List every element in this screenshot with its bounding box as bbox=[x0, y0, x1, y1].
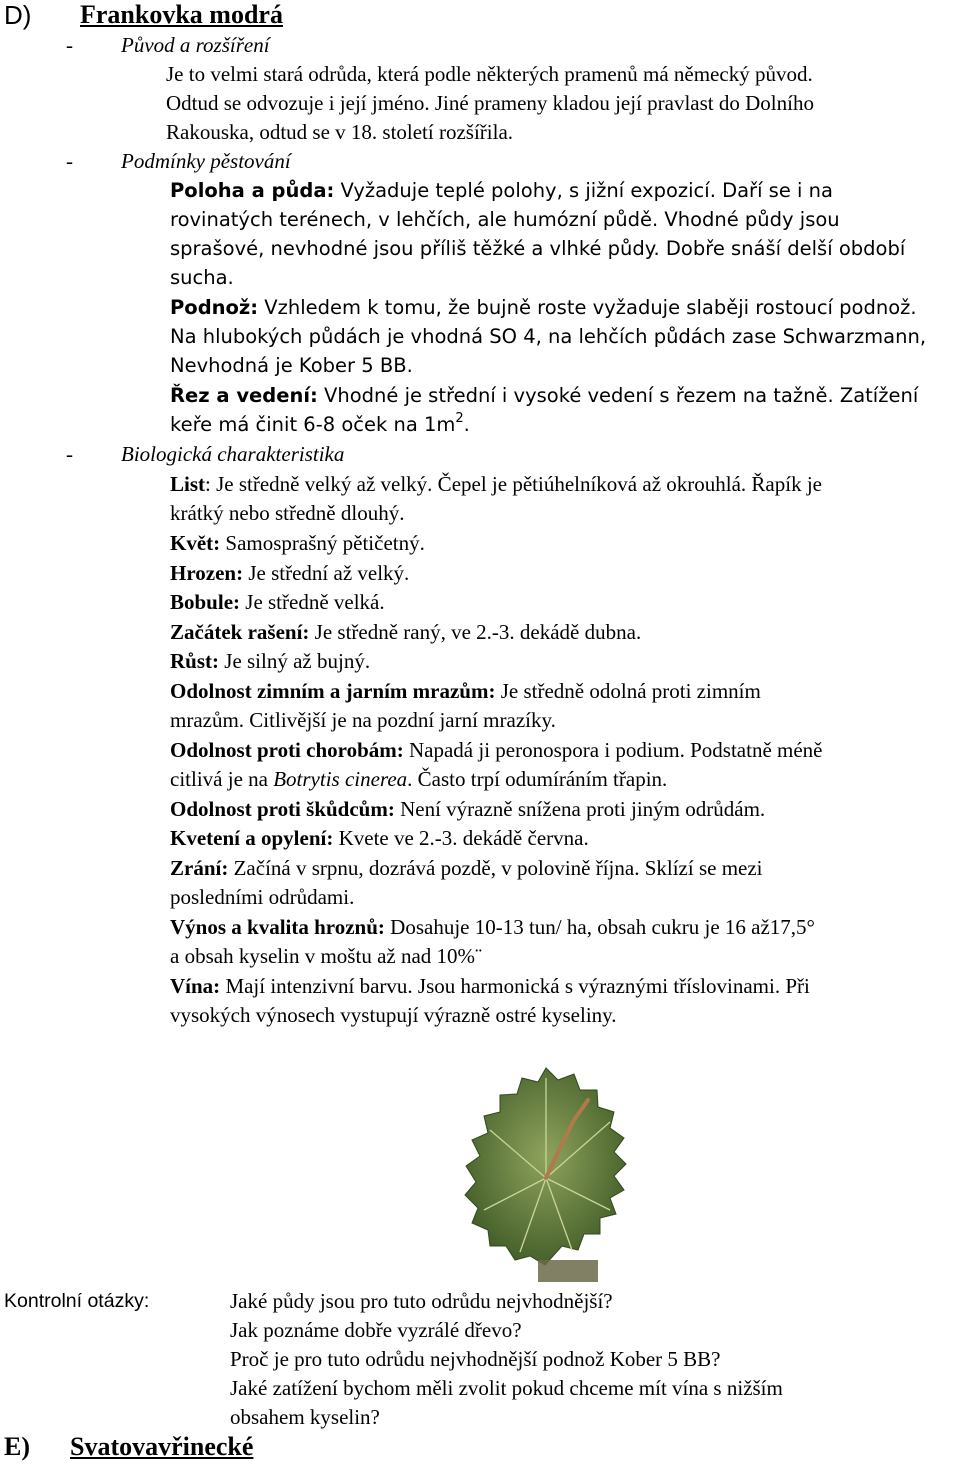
section-e-letter: E) bbox=[4, 1432, 30, 1461]
pruning-text-2-end: . bbox=[463, 413, 470, 436]
soil-line-2: rovinatých terénech, v lehčích, ale humózní půdě. Vhodné půdy jsou bbox=[170, 208, 840, 231]
origin-line-3: Rakouska, odtud se v 18. století rozšířila. bbox=[166, 120, 514, 144]
leaf-base-shadow bbox=[538, 1260, 598, 1282]
origin-line-2: Odtud se odvozuje i její jméno. Jiné prameny kladou její pravlast do Dolního bbox=[166, 91, 814, 115]
budbreak-line bbox=[170, 619, 641, 645]
leaf-text-1: : Je středně velký až velký. Čepel je pětiúhelníková až okrouhlá. Řapík je bbox=[205, 472, 822, 496]
section-d-letter: D) bbox=[4, 0, 32, 30]
origin-line-1: Je to velmi stará odrůda, která podle některých pramenů má německý původ. bbox=[166, 62, 813, 86]
biology-heading: Biologická charakteristika bbox=[121, 442, 345, 466]
flower-text: Samosprašný pětičetný. bbox=[220, 531, 425, 555]
question-1: Jaké půdy jsou pro tuto odrůdu nejvhodnější? bbox=[230, 1289, 613, 1313]
berry-label: Bobule: bbox=[170, 590, 241, 614]
pruning-line-1 bbox=[170, 383, 918, 409]
growth-label: Růst: bbox=[170, 649, 220, 673]
pruning-line-2 bbox=[170, 412, 470, 438]
soil-line-1 bbox=[170, 178, 833, 204]
question-2: Jak poznáme dobře vyzrálé dřevo? bbox=[230, 1318, 522, 1342]
question-3: Proč je pro tuto odrůdu nejvhodnější podnož Kober 5 BB? bbox=[230, 1347, 721, 1371]
bloom-text: Kvete ve 2.-3. dekádě června. bbox=[333, 826, 589, 850]
leaf-label: List bbox=[170, 472, 206, 496]
wine-label: Vína: bbox=[170, 974, 221, 998]
frost-line-2: mrazům. Citlivější je na pozdní jarní mrazíky. bbox=[170, 708, 556, 732]
yield-line-2: a obsah kyselin v moštu až nad 10%¨ bbox=[170, 944, 483, 968]
disease-text-1: Napadá ji peronospora i podium. Podstatně méně bbox=[403, 738, 823, 762]
budbreak-label: Začátek rašení: bbox=[170, 620, 310, 644]
pest-label: Odolnost proti škůdcům: bbox=[170, 797, 395, 821]
ripening-line-1 bbox=[170, 855, 763, 881]
ripening-line-2: posledními odrůdami. bbox=[170, 885, 355, 909]
cultivation-dash: - bbox=[66, 149, 73, 173]
bloom-line bbox=[170, 825, 589, 851]
disease-line-1 bbox=[170, 737, 823, 763]
pest-text: Není výrazně snížena proti jiným odrůdám. bbox=[394, 797, 766, 821]
cluster-text: Je střední až velký. bbox=[243, 561, 410, 585]
origin-dash: - bbox=[66, 33, 73, 57]
disease-text-2b: . Často trpí odumíráním třapin. bbox=[407, 767, 668, 791]
soil-line-4: sucha. bbox=[170, 266, 234, 289]
frost-line-1 bbox=[170, 678, 761, 704]
rootstock-line-3: Nevhodná je Kober 5 BB. bbox=[170, 354, 413, 377]
growth-text: Je silný až bujný. bbox=[219, 649, 371, 673]
pest-line bbox=[170, 796, 765, 822]
rootstock-text-1: Vzhledem k tomu, že bujně roste vyžaduje slaběji rostoucí podnož. bbox=[258, 296, 917, 319]
pruning-superscript: 2 bbox=[455, 411, 464, 426]
yield-text-1: Dosahuje 10-13 tun/ ha, obsah cukru je 16 až17,5° bbox=[384, 915, 815, 939]
soil-text-1: Vyžaduje teplé polohy, s jižní expozicí. Daří se i na bbox=[334, 179, 833, 202]
budbreak-text: Je středně raný, ve 2.-3. dekádě dubna. bbox=[309, 620, 642, 644]
yield-label: Výnos a kvalita hroznů: bbox=[170, 915, 385, 939]
leaf-line-1 bbox=[170, 471, 822, 497]
growth-line bbox=[170, 648, 370, 674]
cluster-label: Hrozen: bbox=[170, 561, 244, 585]
rootstock-label: Podnož: bbox=[170, 296, 259, 319]
ripening-label: Zrání: bbox=[170, 856, 229, 880]
pruning-label: Řez a vedení: bbox=[170, 384, 318, 407]
soil-line-3: sprašové, nevhodné jsou příliš těžké a vlhké půdy. Dobře snáší delší období bbox=[170, 237, 906, 260]
wine-line-2: vysokých výnosech vystupují výrazně ostré kyseliny. bbox=[170, 1003, 617, 1027]
frost-label: Odolnost zimním a jarním mrazům: bbox=[170, 679, 496, 703]
biology-dash: - bbox=[66, 442, 73, 466]
question-4-line-1: Jaké zatížení bychom měli zvolit pokud chceme mít vína s nižším bbox=[230, 1376, 783, 1400]
disease-label: Odolnost proti chorobám: bbox=[170, 738, 404, 762]
flower-line bbox=[170, 530, 425, 556]
berry-text: Je středně velká. bbox=[240, 590, 385, 614]
rootstock-line-1 bbox=[170, 295, 917, 321]
cultivation-heading: Podmínky pěstování bbox=[121, 149, 291, 173]
berry-line bbox=[170, 589, 385, 615]
rootstock-line-2: Na hlubokých půdách je vhodná SO 4, na lehčích půdách zase Schwarzmann, bbox=[170, 325, 927, 348]
bloom-label: Kvetení a opylení: bbox=[170, 826, 334, 850]
origin-heading: Původ a rozšíření bbox=[121, 33, 270, 57]
yield-line-1 bbox=[170, 914, 815, 940]
wine-text-1: Mají intenzivní barvu. Jsou harmonická s výraznými tříslovinami. Při bbox=[220, 974, 810, 998]
disease-botrytis: Botrytis cinerea bbox=[273, 767, 408, 791]
disease-line-2 bbox=[170, 766, 667, 792]
control-questions-label: Kontrolní otázky: bbox=[4, 1290, 150, 1312]
disease-text-2a: citlivá je na bbox=[170, 767, 274, 791]
wine-line-1 bbox=[170, 973, 810, 999]
frost-text-1: Je středně odolná proti zimním bbox=[495, 679, 761, 703]
pruning-text-1: Vhodné je střední i vysoké vedení s řezem na tažně. Zatížení bbox=[317, 384, 919, 407]
leaf-line-2: krátký nebo středně dlouhý. bbox=[170, 501, 405, 525]
cluster-line bbox=[170, 560, 409, 586]
grape-leaf-illustration bbox=[460, 1060, 630, 1285]
section-e-title: Svatovavřinecké bbox=[70, 1432, 254, 1461]
soil-label: Poloha a půda: bbox=[170, 179, 335, 202]
flower-label: Květ: bbox=[170, 531, 221, 555]
section-d-title: Frankovka modrá bbox=[80, 0, 283, 29]
question-4-line-2: obsahem kyselin? bbox=[230, 1405, 380, 1429]
ripening-text-1: Začíná v srpnu, dozrává pozdě, v polovině října. Sklízí se mezi bbox=[228, 856, 763, 880]
pruning-text-2: keře má činit 6-8 oček na 1m bbox=[170, 413, 456, 436]
